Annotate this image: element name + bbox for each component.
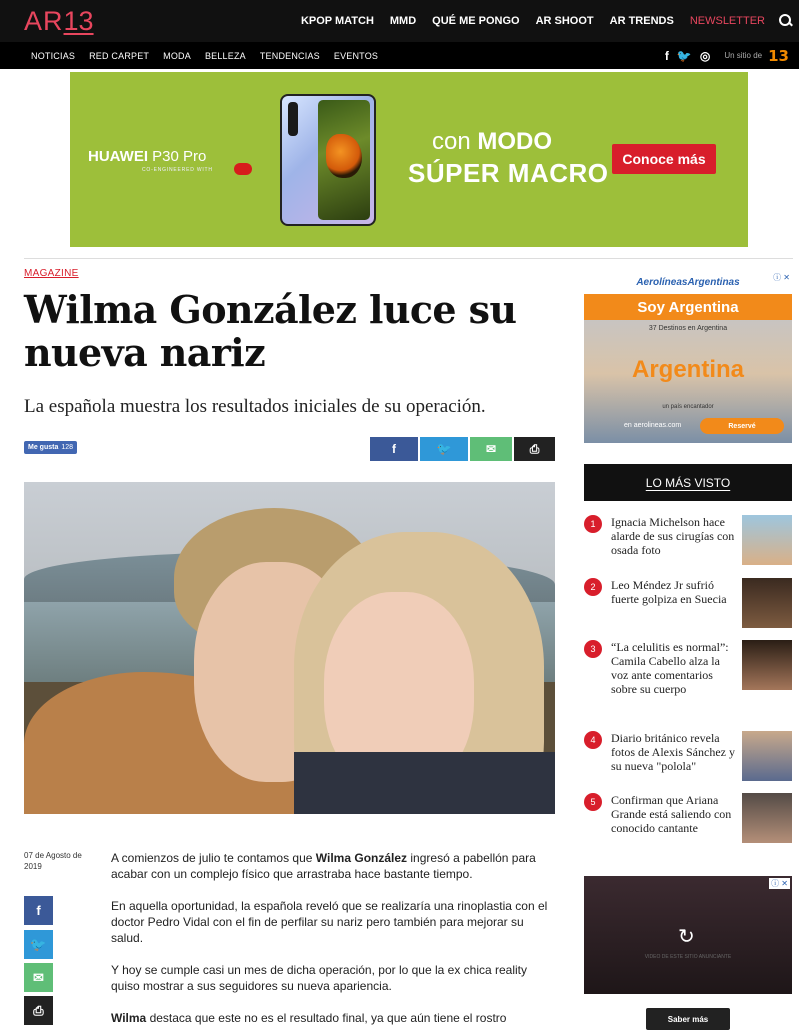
twitter-icon: 🐦 [30,936,47,952]
p4-text-b: destaca que este no es el resultado final, ya que aún tiene el rostro [146,1011,507,1025]
airline-logo: AerolíneasArgentinas [584,270,792,294]
ad-model: P30 Pro [152,148,207,165]
subnav-right [657,42,789,69]
top-menu [285,0,793,42]
site-logo[interactable] [24,6,94,36]
most-viewed-link[interactable]: Leo Méndez Jr sufrió fuerte golpiza en Suecia [611,578,727,606]
menu-mmd[interactable]: MMD [389,15,417,27]
photo-woman-shirt [294,752,555,814]
article-title: Wilma González luce su nueva nariz [24,287,517,375]
rank-badge: 5 [584,793,602,811]
menu-ar-trends[interactable]: AR TRENDS [609,15,674,27]
menu-que-me-pongo[interactable]: QUÉ ME PONGO [432,15,520,27]
adchoices-icon[interactable]: ⓘ ✕ [771,879,788,888]
banner-ad[interactable] [70,72,748,247]
side-share-facebook-button[interactable] [24,896,53,925]
nav-eventos[interactable]: EVENTOS [333,50,379,61]
instagram-icon[interactable]: ◎ [699,48,711,63]
ad-headline-1-pre: con [432,128,478,155]
share-twitter-button[interactable] [420,437,468,461]
article-photo [24,482,555,814]
side-share-email-button[interactable] [24,963,53,992]
p1-text-a: A comienzos de julio te contamos que [111,851,316,865]
sidebar-ad[interactable] [584,270,792,443]
most-viewed-link[interactable]: Diario británico revela fotos de Alexis Sánchez y su nueva "polola" [611,731,735,773]
ad-phone-image [280,94,376,226]
saber-mas-button[interactable]: Saber más [646,1008,730,1030]
butterfly-image [326,134,362,178]
ad-headline-1-bold: MODO [477,128,553,155]
video-caption: VIDEO DE ESTE SITIO ANUNCIANTE [644,954,732,960]
ad-cta-button[interactable]: Conoce más [612,144,716,174]
most-viewed-link[interactable]: Confirman que Ariana Grande está saliendo con conocido cantante [611,793,732,835]
most-viewed-heading [584,464,792,501]
top-navbar [0,0,799,42]
logo-ar: AR [24,6,64,36]
facebook-icon: f [36,903,41,918]
article-body [111,850,556,1030]
facebook-icon[interactable]: f [664,48,669,63]
twitter-icon: 🐦 [436,442,452,456]
ad-destinations: 37 Destinos en Argentina [648,325,728,332]
side-print-button[interactable] [24,996,53,1025]
most-viewed-link[interactable]: Ignacia Michelson hace alarde de sus cirugías con osada foto [611,515,735,557]
most-viewed-item-4[interactable] [584,731,792,781]
section-link[interactable]: MAGAZINE [24,268,79,279]
most-viewed-item-1[interactable] [584,515,792,565]
menu-ar-shoot[interactable]: AR SHOOT [535,15,594,27]
ad-brand-name: HUAWEI [88,148,148,165]
logo-13: 13 [63,6,94,36]
paragraph-2: En aquella oportunidad, la española reveló que se realizaría una rinoplastia con el doctor Pedro Vidal con el fin de perfilar su nariz pero también para mejorar su salud. [111,899,548,945]
print-icon: ⎙ [529,441,540,456]
print-button[interactable] [514,437,555,461]
p1-bold-name: Wilma González [315,851,408,865]
p1-text-c: ingresó a pabellón para acabar con un complejo físico que arrastraba hace bastante tiempo. [111,851,536,881]
article-subtitle: La española muestra los resultados iniciales de su operación. [24,396,486,417]
search-icon[interactable] [779,14,793,28]
thumb-fill [742,515,792,565]
ad-tagline: un país encantador [662,404,714,410]
ad-headline: Soy Argentina [584,294,792,320]
rank-badge: 2 [584,578,602,596]
nav-noticias[interactable]: NOTICIAS [31,50,76,61]
section-navbar [0,42,799,69]
most-viewed-title: LO MÁS VISTO [645,475,731,490]
paragraph-1 [111,850,556,882]
ad-reserve-button[interactable]: Reservé [700,418,784,434]
ad-headline-1 [432,128,552,156]
video-ad[interactable] [584,876,792,1030]
mail-icon: ✉ [485,442,497,456]
side-share-twitter-button[interactable] [24,930,53,959]
share-facebook-button[interactable] [370,437,418,461]
thumbnail-image[interactable] [742,640,792,690]
nav-red-carpet[interactable]: RED CARPET [89,50,150,61]
paragraph-3: Y hoy se cumple casi un mes de dicha operación, por lo que la ex chica reality quiso mostrar a sus seguidores su nueva apariencia. [111,963,528,993]
thumbnail-image[interactable] [742,578,792,628]
mail-icon: ✉ [33,969,44,985]
thumbnail-image[interactable] [742,515,792,565]
article-date: 07 de Agosto de 2019 [24,851,82,871]
rank-badge: 1 [584,515,602,533]
print-icon: ⎙ [33,1002,44,1018]
share-email-button[interactable] [470,437,512,461]
facebook-icon: f [392,442,396,456]
rank-badge: 3 [584,640,602,658]
thumb-fill [742,640,792,690]
twitter-icon[interactable]: 🐦 [676,48,692,63]
thumbnail-image[interactable] [742,793,792,843]
replay-icon[interactable]: ↻ [678,926,695,948]
menu-kpop-match[interactable]: KPOP MATCH [300,15,374,27]
divider [24,258,793,259]
thumb-fill [742,793,792,843]
canal13-logo[interactable]: 13 [768,46,789,65]
nav-moda[interactable]: MODA [163,50,191,61]
most-viewed-item-5[interactable] [584,793,792,843]
ad-url: en aerolineas.com [624,422,682,429]
p4-bold-name: Wilma [111,1011,147,1025]
most-viewed-item-2[interactable] [584,578,792,628]
like-label: Me gusta [28,444,59,451]
phone-screen [318,100,370,220]
section-menu [31,42,392,69]
menu-newsletter[interactable]: NEWSLETTER [689,15,765,27]
ad-brand [88,148,206,165]
most-viewed-item-3[interactable] [584,640,792,712]
phone-camera [288,102,298,136]
ad-big-text: Argentina [631,356,744,383]
sitio-de-text: Un sitio de [724,51,763,60]
ad-headline-2: SÚPER MACRO [408,158,609,188]
like-count: 128 [61,444,74,451]
nav-tendencias[interactable]: TENDENCIAS [259,50,320,61]
thumbnail-image[interactable] [742,731,792,781]
adchoices-icon[interactable]: ⓘ ✕ [773,273,790,282]
ad-brand-sub: CO-ENGINEERED WITH [142,167,213,173]
nav-belleza[interactable]: BELLEZA [204,50,246,61]
facebook-like-button[interactable] [24,441,77,454]
thumb-fill [742,731,792,781]
most-viewed-link[interactable]: “La celulitis es normal”: Camila Cabello alza la voz ante comentarios sobre su cuerpo [611,640,729,696]
thumb-fill [742,578,792,628]
paragraph-4 [111,1010,556,1026]
leica-logo [234,163,252,175]
rank-badge: 4 [584,731,602,749]
